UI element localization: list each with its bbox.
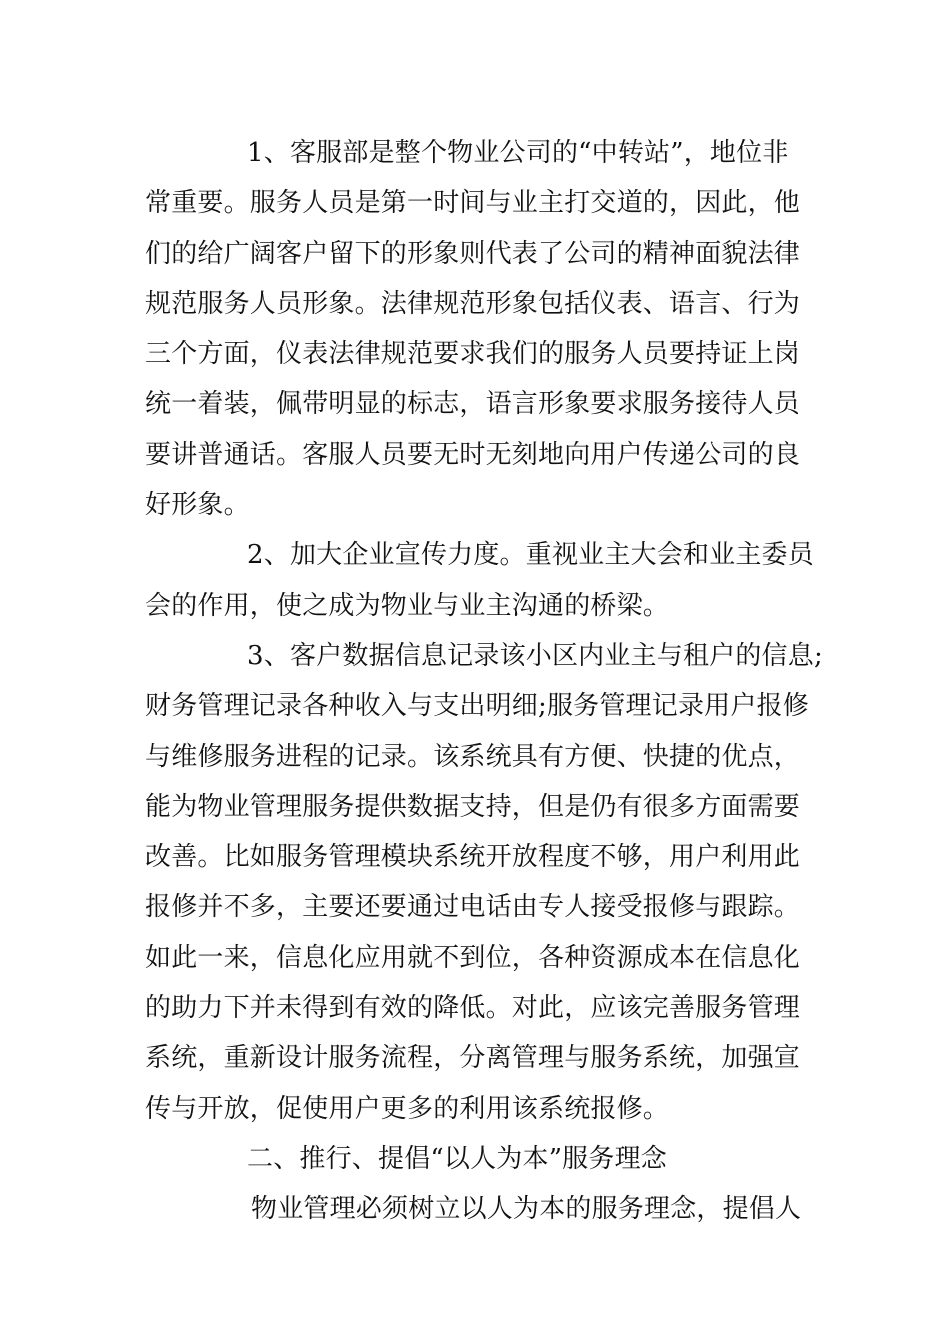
paragraph-3-line: 改善。比如服务管理模块系统开放程度不够，用户利用此 <box>145 842 801 873</box>
paragraph-3-line: 能为物业管理服务提供数据支持，但是仍有很多方面需要 <box>145 791 801 822</box>
paragraph-2-line: 会的作用，使之成为物业与业主沟通的桥梁。 <box>145 590 670 621</box>
paragraph-1-line: 规范服务人员形象。法律规范形象包括仪表、语言、行为 <box>145 288 801 319</box>
paragraph-3-line: 报修并不多，主要还要通过电话由专人接受报修与跟踪。 <box>145 892 801 923</box>
paragraph-3-line: 如此一来，信息化应用就不到位，各种资源成本在信息化 <box>145 942 801 973</box>
paragraph-3-line: 系统，重新设计服务流程，分离管理与服务系统，加强宣 <box>145 1043 801 1074</box>
paragraph-3-line: 的助力下并未得到有效的降低。对此，应该完善服务管理 <box>145 993 801 1024</box>
paragraph-3-line: 财务管理记录各种收入与支出明细;服务管理记录用户报修 <box>145 691 809 722</box>
section-heading: 二、推行、提倡“以人为本”服务理念 <box>247 1143 667 1174</box>
paragraph-3-line: 传与开放，促使用户更多的利用该系统报修。 <box>145 1093 670 1124</box>
paragraph-1-line: 统一着装，佩带明显的标志，语言形象要求服务接待人员 <box>145 389 801 420</box>
paragraph-2-line: 2、加大企业宣传力度。重视业主大会和业主委员 <box>247 540 814 571</box>
paragraph-3-line: 3、客户数据信息记录该小区内业主与租户的信息; <box>247 640 823 671</box>
paragraph-1-line: 们的给广阔客户留下的形象则代表了公司的精神面貌法律 <box>145 238 801 269</box>
paragraph-1-line: 常重要。服务人员是第一时间与业主打交道的，因此，他 <box>145 188 801 219</box>
paragraph-1-line: 三个方面，仪表法律规范要求我们的服务人员要持证上岗 <box>145 339 801 370</box>
document-body <box>145 128 825 1235</box>
paragraph-4-line: 物业管理必须树立以人为本的服务理念，提倡人 <box>251 1194 802 1225</box>
paragraph-3-line: 与维修服务进程的记录。该系统具有方便、快捷的优点， <box>145 741 801 772</box>
paragraph-1-line: 好形象。 <box>145 490 250 521</box>
paragraph-1-line: 要讲普通话。客服人员要无时无刻地向用户传递公司的良 <box>145 439 801 470</box>
paragraph-1-line: 1、客服部是整个物业公司的“中转站”，地位非 <box>247 138 789 168</box>
